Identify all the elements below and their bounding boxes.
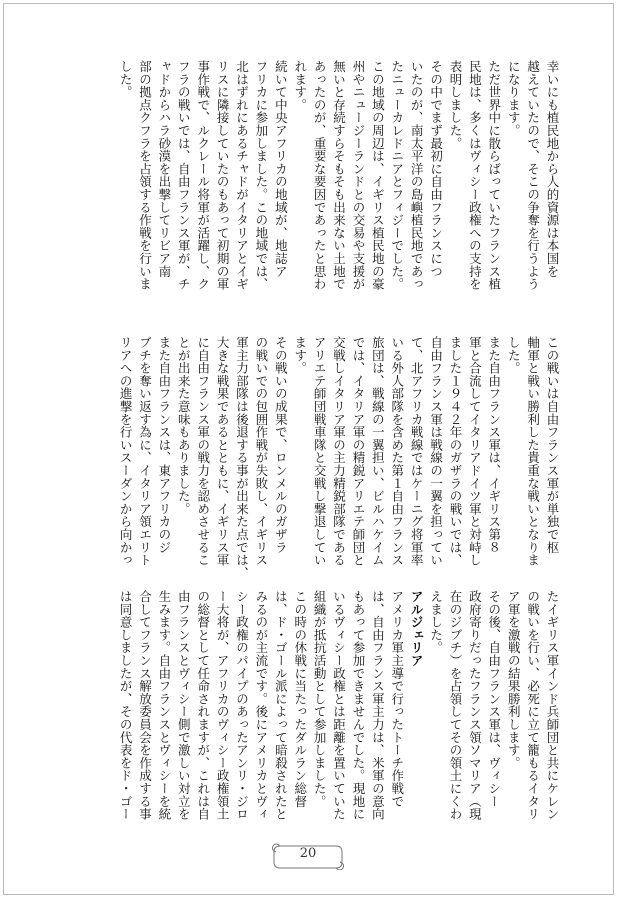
page-number-scroll	[270, 840, 346, 870]
text-column: 無いと存続すらそもそも出来ない土地で	[331, 60, 347, 291]
text-column: は、ド・ゴール派によって暗殺されたと	[273, 590, 289, 821]
text-column: 続いて中央アフリカの地域が、地誌ア	[273, 60, 289, 278]
text-band-top	[52, 60, 562, 312]
text-column: 大きな戦果であるとともに、イギリス軍	[215, 336, 231, 567]
text-column: 幸いにも植民地から人的資源は本国を	[545, 60, 560, 278]
text-column: ます。	[292, 336, 308, 375]
text-column: リアへの進撃を行いスーダンから向かっ	[118, 336, 134, 567]
text-column: 旅団は、戦線の一翼担い、ビルハケイム	[370, 336, 386, 567]
text-column: この地域の周辺は、イギリス植民地の豪	[370, 60, 386, 291]
text-column: 越えていたので、そこの争奪を行うよう	[525, 60, 541, 291]
text-column: て、北アフリカ戦線ではケーニグ将軍率	[409, 336, 425, 567]
text-column: フラの戦いでは、自由フランス軍が、チ	[176, 60, 192, 291]
text-column: この時の休戦に当たったダルラン総督	[292, 590, 308, 808]
text-column: ー大将が、アフリカのヴィシー政権領土	[215, 590, 231, 821]
text-column: 軍主力部隊は後退する事が出来た点では、	[234, 336, 250, 580]
text-column: また自由フランス軍は、イギリス第８	[486, 336, 502, 554]
text-column: この戦いは自由フランス軍が単独で枢	[545, 336, 560, 554]
text-column: えました。	[428, 590, 444, 654]
text-column: 軸軍と戦い勝利した貴重な戦いとなりま	[525, 336, 541, 567]
text-column: いるヴィシー政権とは距離を置いていた	[331, 590, 347, 821]
text-column: では、イタリア軍の精鋭アリエテ師団と	[350, 336, 366, 567]
text-column: アメリカ軍主導で行ったトーチ作戦で	[389, 590, 405, 808]
text-column: 事作戦で、ルクレール将軍が活躍し、ク	[195, 60, 211, 291]
text-column: 民地は、多くはヴィシー政権への支持を	[467, 60, 483, 291]
section-heading: アルジェリア	[409, 590, 425, 667]
text-column: になります。	[506, 60, 522, 137]
text-column: ア軍を激戦の結果勝利します。	[506, 590, 522, 770]
text-column: また自由フランスは、東アフリカのジ	[156, 336, 172, 554]
text-column: 由フランスとヴィシー側で激しい対立を	[176, 590, 192, 821]
text-column: リスに隣接していたのもあって初期の軍	[215, 60, 231, 291]
text-column: あったのが、重要な要因であったと思わ	[312, 60, 328, 291]
text-column: 政府寄りだったフランス領ソマリア（現	[467, 590, 483, 821]
text-column: は、自由フランス軍主力は、米軍の意向	[370, 590, 386, 821]
text-column: ました１９４２年のガザラの戦いでは、	[447, 336, 463, 567]
text-column: ャドからハラ砂漠を出撃してリビア南	[156, 60, 172, 278]
text-band-bottom	[52, 590, 562, 842]
text-column: 在のジブチ）を占領してその領土にくわ	[447, 590, 463, 821]
text-column: ただ世界中に散らばっていたフランス植	[486, 60, 502, 291]
text-column: 表明しました。	[447, 60, 463, 150]
text-column: いる外人部隊を含めた第１自由フランス	[389, 336, 405, 567]
text-band-middle	[52, 336, 562, 588]
text-column: の戦いでの包囲作戦が失敗し、イギリス	[253, 336, 269, 567]
text-column: の総督として任命されますが、これは自	[195, 590, 211, 821]
text-column: 北はずれにあるチャドがイタリアとイギ	[234, 60, 250, 291]
text-column: 州やニュージーランドとの交易や支援が	[350, 60, 366, 291]
text-column: 組織が抵抗活動として参加しました。	[312, 590, 328, 808]
text-column: たイギリス軍インド兵師団と共にケレン	[545, 590, 560, 821]
text-column: れます。	[292, 60, 308, 112]
text-column: その中でまず最初に自由フランスにつ	[428, 60, 444, 278]
text-column: は同意しましたが、その代表をド・ゴー	[118, 590, 134, 821]
text-column: 交戦しイタリア軍の主力精鋭部隊である	[331, 336, 347, 567]
text-column: その戦いの成果で、ロンメルのガザラ	[273, 336, 289, 554]
text-column: フリカに参加しました。この地域では、	[253, 60, 269, 291]
text-column: みるのが主流です。後にアメリカとヴィ	[253, 590, 269, 821]
text-column: その後、自由フランス軍は、ヴィシー	[486, 590, 502, 808]
text-column: ブチを奪い返す為に、イタリア領エリト	[137, 336, 153, 567]
text-column: した。	[506, 336, 522, 375]
text-column: たニューカレドニアとフィジーでした。	[389, 60, 405, 291]
text-column: 軍と合流してイタリアドイツ軍と対峙し	[467, 336, 483, 567]
text-column: の戦いを行い、必死に立て籠もるイタリ	[525, 590, 541, 821]
text-column: アリエテ師団戦車隊と交戦し撃退してい	[312, 336, 328, 567]
text-column: もあって参加できませんでした。現地に	[350, 590, 366, 821]
page-number: 20	[299, 846, 317, 861]
text-column: 生みます。自由フランスとヴィシーを統	[156, 590, 172, 821]
text-column: に自由フランス軍の戦力を認めさせるこ	[195, 336, 211, 567]
text-column: シー政権のパイプのあったアンリ・ジロ	[234, 590, 250, 821]
text-column: 部の拠点クフラを占領する作戦を行いま	[137, 60, 153, 291]
text-column: 合してフランス解放委員会を作成する事	[137, 590, 153, 821]
text-column: 自由フランス軍は戦線の一翼を担ってい	[428, 336, 444, 567]
text-column: いたのが、南太平洋の島嶼植民地であっ	[409, 60, 425, 291]
text-column: した。	[118, 60, 134, 99]
text-column: とが出来た意味もありました。	[176, 336, 192, 516]
